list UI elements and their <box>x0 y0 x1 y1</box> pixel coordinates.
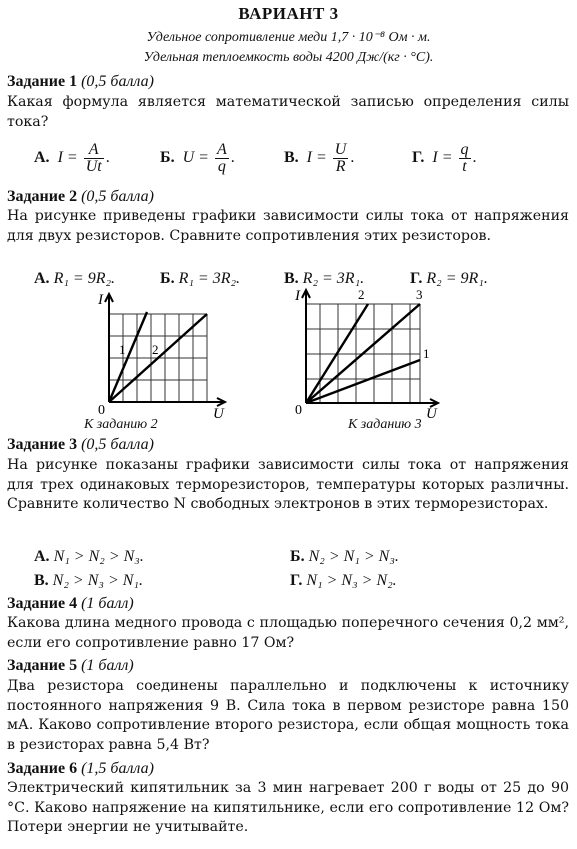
task-3-option-c: В. N₂ > N₃ > N₁. <box>34 572 143 589</box>
task-2-text: На рисунке приведены графики зависимости силы тока от напряжения для двух резисторов. Сравните сопротивления этих резисторов. <box>7 208 569 244</box>
y-axis-label: I <box>98 292 103 308</box>
task-5-text: Два резистора соединены параллельно и подключены к источнику постоянного напряжения 9 В. Сила тока в первом резисторе равна 150 мА. Каково сопротивление второго резистора, если общая мощность тока в резисторах равна 5,4 Вт? <box>7 678 569 753</box>
task-3-heading: Задание 3 (0,5 балла) <box>7 436 154 453</box>
task-points: (0,5 балла) <box>81 73 154 90</box>
task-3-option-a: А. N₁ > N₂ > N₃. <box>34 548 144 565</box>
task-1-option-c: В. I = $\frac{U}{R}$ . <box>284 141 355 175</box>
task-3-text: На рисунке показаны графики зависимости силы тока от напряжения для трех одинаковых терморезисторов, температуры которых различны. Сравните количество N свободных электронов в этих терморезисторах. <box>7 457 569 512</box>
figure-2-caption: К заданию 2 <box>84 417 158 432</box>
task-3-option-b: Б. N₂ > N₁ > N₃. <box>290 548 399 565</box>
line-1 <box>109 312 147 402</box>
task-4-heading: Задание 4 (1 балл) <box>7 595 134 612</box>
task-1-text: Какая формула является математической записью определения силы тока? <box>7 94 569 130</box>
line-label-2: 2 <box>358 287 365 302</box>
line-label-1: 1 <box>423 346 430 361</box>
task-3-option-d: Г. N₁ > N₃ > N₂. <box>290 572 397 589</box>
line-1 <box>306 360 420 403</box>
x-axis-label: U <box>213 406 224 420</box>
task-2-option-b: Б. R₁ = 3R₂. <box>160 270 241 287</box>
task-2-option-a: А. R₁ = 9R₂. <box>34 270 116 287</box>
line-label-3: 3 <box>416 287 423 302</box>
task-1-heading <box>7 73 154 91</box>
origin-label: 0 <box>295 403 302 418</box>
line-label-2: 2 <box>152 342 159 357</box>
variant-title: ВАРИАНТ 3 <box>238 4 339 23</box>
task-label: Задание 1 <box>7 73 78 90</box>
task-2-heading: Задание 2 (0,5 балла) <box>7 188 154 205</box>
task-6-text: Электрический кипятильник за 3 мин нагревает 200 г воды от 25 до 90 °С. Каково напряжение на кипятильнике, если его сопротивление 12 Ом? Потери энергии не учитывайте. <box>7 780 569 835</box>
task-5-heading: Задание 5 (1 балл) <box>7 657 134 674</box>
figure-3-caption: К заданию 3 <box>348 417 422 432</box>
copper-resistivity-note: Удельное сопротивление меди 1,7 · 10⁻⁸ Ом · м. <box>146 30 431 45</box>
task-4-text: Какова длина медного провода с площадью поперечного сечения 0,2 мм², если его сопротивление равно 17 Ом? <box>7 615 569 651</box>
task-6-heading: Задание 6 (1,5 балла) <box>7 760 154 777</box>
water-heat-capacity-note: Удельная теплоемкость воды 4200 Дж/(кг · °С). <box>143 50 434 65</box>
figure-task-2 <box>95 290 230 420</box>
task-1-option-a: А. I = $\frac{A}{Ut}$ . <box>34 141 110 175</box>
figure-task-3 <box>292 286 442 422</box>
task-2-option-c: В. R₂ = 3R₁. <box>284 270 365 287</box>
task-2-option-d: Г. R₂ = 9R₁. <box>410 270 488 287</box>
y-axis-label: I <box>295 288 300 304</box>
x-axis-label: U <box>426 406 437 422</box>
origin-label: 0 <box>98 403 105 418</box>
task-1-option-d: Г. I = $\frac{q}{t}$ . <box>412 141 477 175</box>
task-1-option-b: Б. U = $\frac{A}{q}$ . <box>160 141 235 175</box>
line-label-1: 1 <box>119 342 126 357</box>
